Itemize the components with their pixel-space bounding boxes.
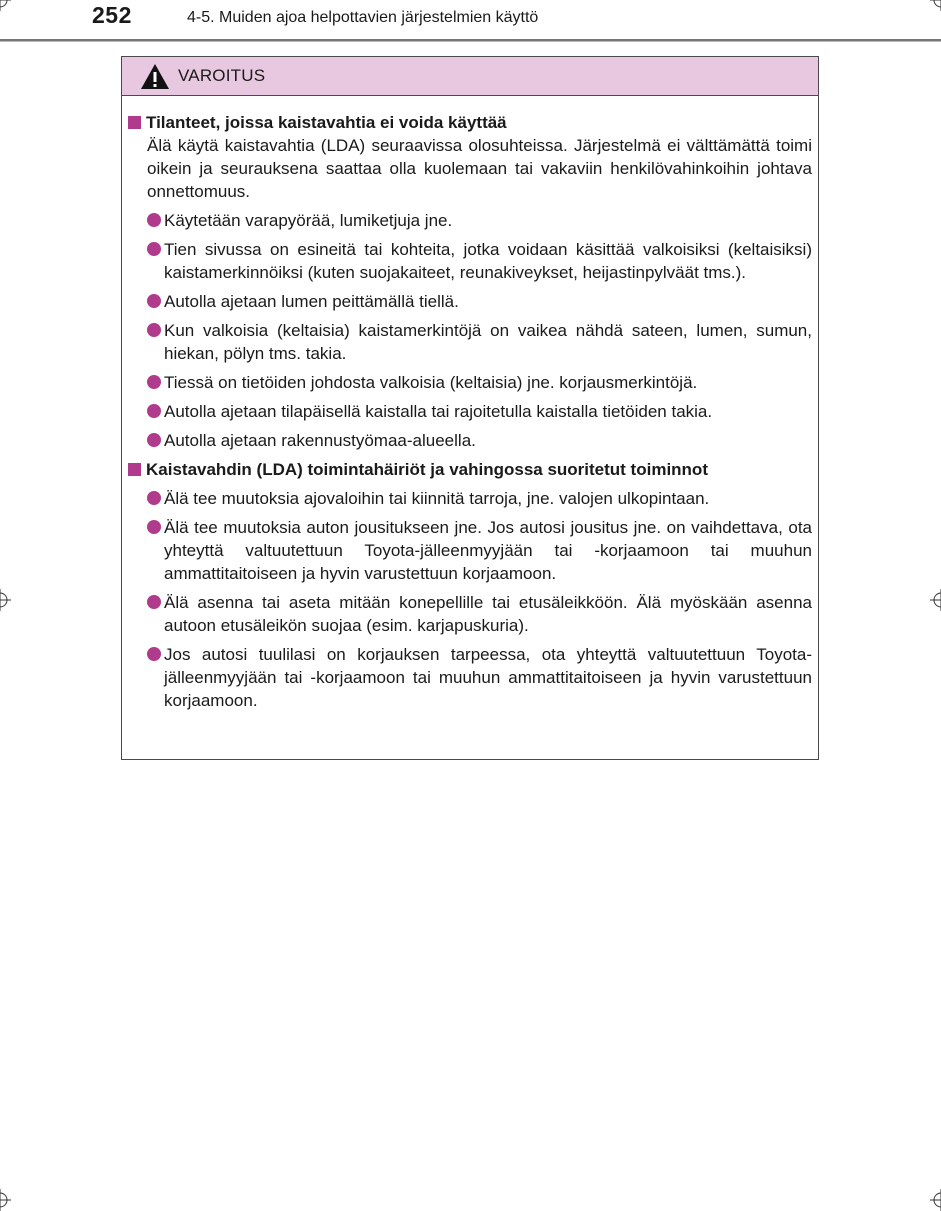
circle-bullet-icon xyxy=(147,433,161,447)
registration-mark-icon xyxy=(0,1189,11,1211)
list-item-text: Älä asenna tai aseta mitään konepellille tai etusäleikköön. Älä myöskään asenna autoon etusäleikön suojaa (esim. karjapuskuria). xyxy=(164,593,812,635)
section-heading xyxy=(128,111,812,134)
list-item-text: Tien sivussa on esineitä tai kohteita, jotka voidaan käsittää valkoisiksi (keltaisiksi) kaistamerkinnöiksi (kuten suojakaiteet, reunakiveykset, heijastinpylväät tms.). xyxy=(164,240,812,282)
warning-box xyxy=(121,56,819,760)
list-item xyxy=(128,371,812,394)
warning-header xyxy=(122,57,818,96)
circle-bullet-icon xyxy=(147,294,161,308)
circle-bullet-icon xyxy=(147,323,161,337)
section-heading-text: Tilanteet, joissa kaistavahtia ei voida käyttää xyxy=(146,113,507,132)
list-item xyxy=(128,591,812,637)
circle-bullet-icon xyxy=(147,213,161,227)
square-bullet-icon xyxy=(128,463,141,476)
section-heading-text: Kaistavahdin (LDA) toimintahäiriöt ja vahingossa suoritetut toiminnot xyxy=(146,460,708,479)
list-item xyxy=(128,516,812,585)
list-item xyxy=(128,643,812,712)
circle-bullet-icon xyxy=(147,595,161,609)
circle-bullet-icon xyxy=(147,647,161,661)
list-item-text: Autolla ajetaan rakennustyömaa-alueella. xyxy=(164,431,476,450)
circle-bullet-icon xyxy=(147,520,161,534)
list-item-text: Älä tee muutoksia ajovaloihin tai kiinnitä tarroja, jne. valojen ulkopintaan. xyxy=(164,489,710,508)
square-bullet-icon xyxy=(128,116,141,129)
list-item xyxy=(128,400,812,423)
warning-label: VAROITUS xyxy=(178,66,266,85)
list-item-text: Kun valkoisia (keltaisia) kaistamerkintöjä on vaikea nähdä sateen, lumen, sumun, hiekan, pölyn tms. takia. xyxy=(164,321,812,363)
registration-mark-icon xyxy=(930,0,941,11)
registration-mark-icon xyxy=(930,589,941,611)
list-item-text: Autolla ajetaan lumen peittämällä tiellä. xyxy=(164,292,459,311)
registration-mark-icon xyxy=(0,0,11,11)
circle-bullet-icon xyxy=(147,242,161,256)
circle-bullet-icon xyxy=(147,375,161,389)
header-divider-shadow xyxy=(0,41,941,42)
list-item-text: Jos autosi tuulilasi on korjauksen tarpeessa, ota yhteyttä valtuutettuun Toyota-jälleenmyyjään tai -korjaamoon tai muuhun ammattitaitoiseen ja hyvin varustettuun korjaamoon. xyxy=(164,645,812,710)
registration-mark-icon xyxy=(930,1189,941,1211)
list-item-text: Tiessä on tietöiden johdosta valkoisia (keltaisia) jne. korjausmerkintöjä. xyxy=(164,373,698,392)
registration-mark-icon xyxy=(0,589,11,611)
section-title: 4-5. Muiden ajoa helpottavien järjestelmien käyttö xyxy=(187,9,539,26)
list-item-text: Käytetään varapyörää, lumiketjuja jne. xyxy=(164,211,453,230)
section-intro: Älä käytä kaistavahtia (LDA) seuraavissa olosuhteissa. Järjestelmä ei välttämättä toimi oikein ja seurauksena saattaa olla kuolemaan tai vakaviin henkilövahinkoihin johtava onnettomuus. xyxy=(147,136,812,201)
warning-content xyxy=(128,111,812,712)
list-item xyxy=(128,209,812,232)
list-item xyxy=(128,238,812,284)
circle-bullet-icon xyxy=(147,491,161,505)
list-item xyxy=(128,429,812,452)
circle-bullet-icon xyxy=(147,404,161,418)
list-item-text: Autolla ajetaan tilapäisellä kaistalla tai rajoitetulla kaistalla tietöiden takia. xyxy=(164,402,713,421)
page-number: 252 xyxy=(92,2,132,28)
section-heading xyxy=(128,458,812,481)
list-item xyxy=(128,319,812,365)
list-item xyxy=(128,290,812,313)
list-item-text: Älä tee muutoksia auton jousitukseen jne. Jos autosi jousitus jne. on vaihdettava, ota yhteyttä valtuutettuun Toyota-jälleenmyyjään tai -korjaamoon tai muuhun ammattitaitoiseen ja hyvin varustettuun korjaamoon. xyxy=(164,518,812,583)
warning-triangle-icon xyxy=(140,63,170,90)
list-item xyxy=(128,487,812,510)
